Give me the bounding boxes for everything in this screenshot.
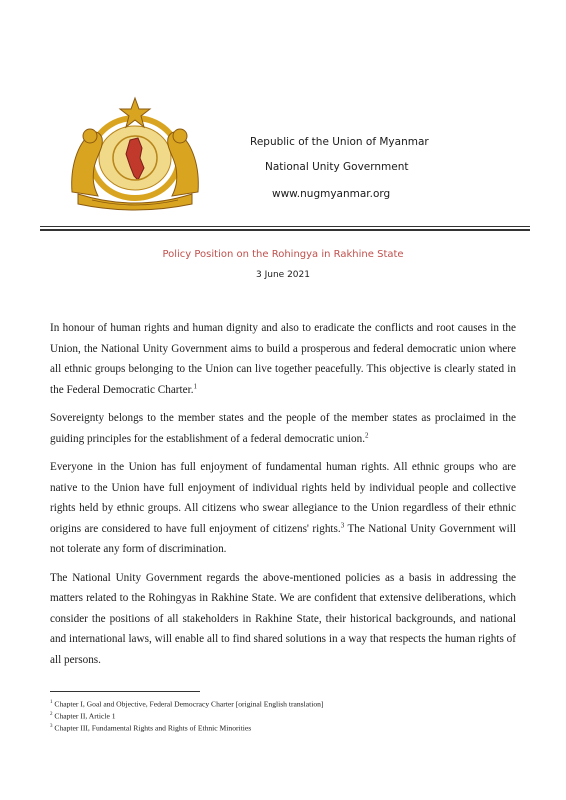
header-divider-thick — [40, 229, 530, 231]
website-link[interactable]: www.nugmyanmar.org — [272, 188, 391, 200]
document-title: Policy Position on the Rohingya in Rakhine State — [162, 249, 404, 260]
state-emblem-icon — [64, 96, 206, 212]
footnote: $^3$ Chapter III, Fundamental Rights and Rights of Ethnic Minorities — [50, 723, 252, 733]
footnote: $^2$ Chapter II, Article 1 — [50, 711, 116, 721]
paragraph: Everyone in the Union has full enjoyment of fundamental human rights. All ethnic groups who are native to the Union have full enjoyment of individual rights held by individual people and collective rights held by ethnic groups. All citizens who swear allegiance to the Union regardless of their ethnic origins are considered to have full enjoyment of citizens' rights.$^3$ The National Unity Government will not tolerate any form of discrimination. — [50, 461, 516, 555]
footnote-divider — [50, 691, 200, 692]
footnotes — [50, 698, 520, 734]
government-name: National Unity Government — [265, 161, 409, 173]
paragraph: In honour of human rights and human dignity and also to eradicate the conflicts and root causes in the Union, the National Unity Government aims to build a prosperous and federal democratic union where all ethnic groups belonging to the Union can live together peacefully. This objective is clearly stated in the Federal Democratic Charter.$^1$ — [50, 322, 516, 396]
republic-name: Republic of the Union of Myanmar — [250, 136, 429, 148]
footnote-ref[interactable]: 2 — [365, 430, 369, 439]
footnote-ref[interactable]: 1 — [193, 381, 198, 390]
document-body — [50, 318, 516, 678]
document-date: 3 June 2021 — [256, 270, 310, 280]
footnote: $^1$ Chapter I, Goal and Objective, Federal Democracy Charter [original English translation] — [50, 699, 324, 709]
paragraph: The National Unity Government regards the above-mentioned policies as a basis in addressing the matters related to the Rohingyas in Rakhine State. We are confident that extensive deliberations, which consider the positions of all stakeholders in Rakhine State, their historical backgrounds, and national and international laws, will enable all to find shared solutions in a way that respects the human rights of all persons. — [50, 571, 516, 666]
paragraph: Sovereignty belongs to the member states and the people of the member states as proclaimed in the guiding principles for the establishment of a federal democratic union.$^2$ — [50, 412, 516, 445]
header-divider-thin — [40, 226, 530, 227]
footnote-ref[interactable]: 3 — [340, 520, 345, 529]
